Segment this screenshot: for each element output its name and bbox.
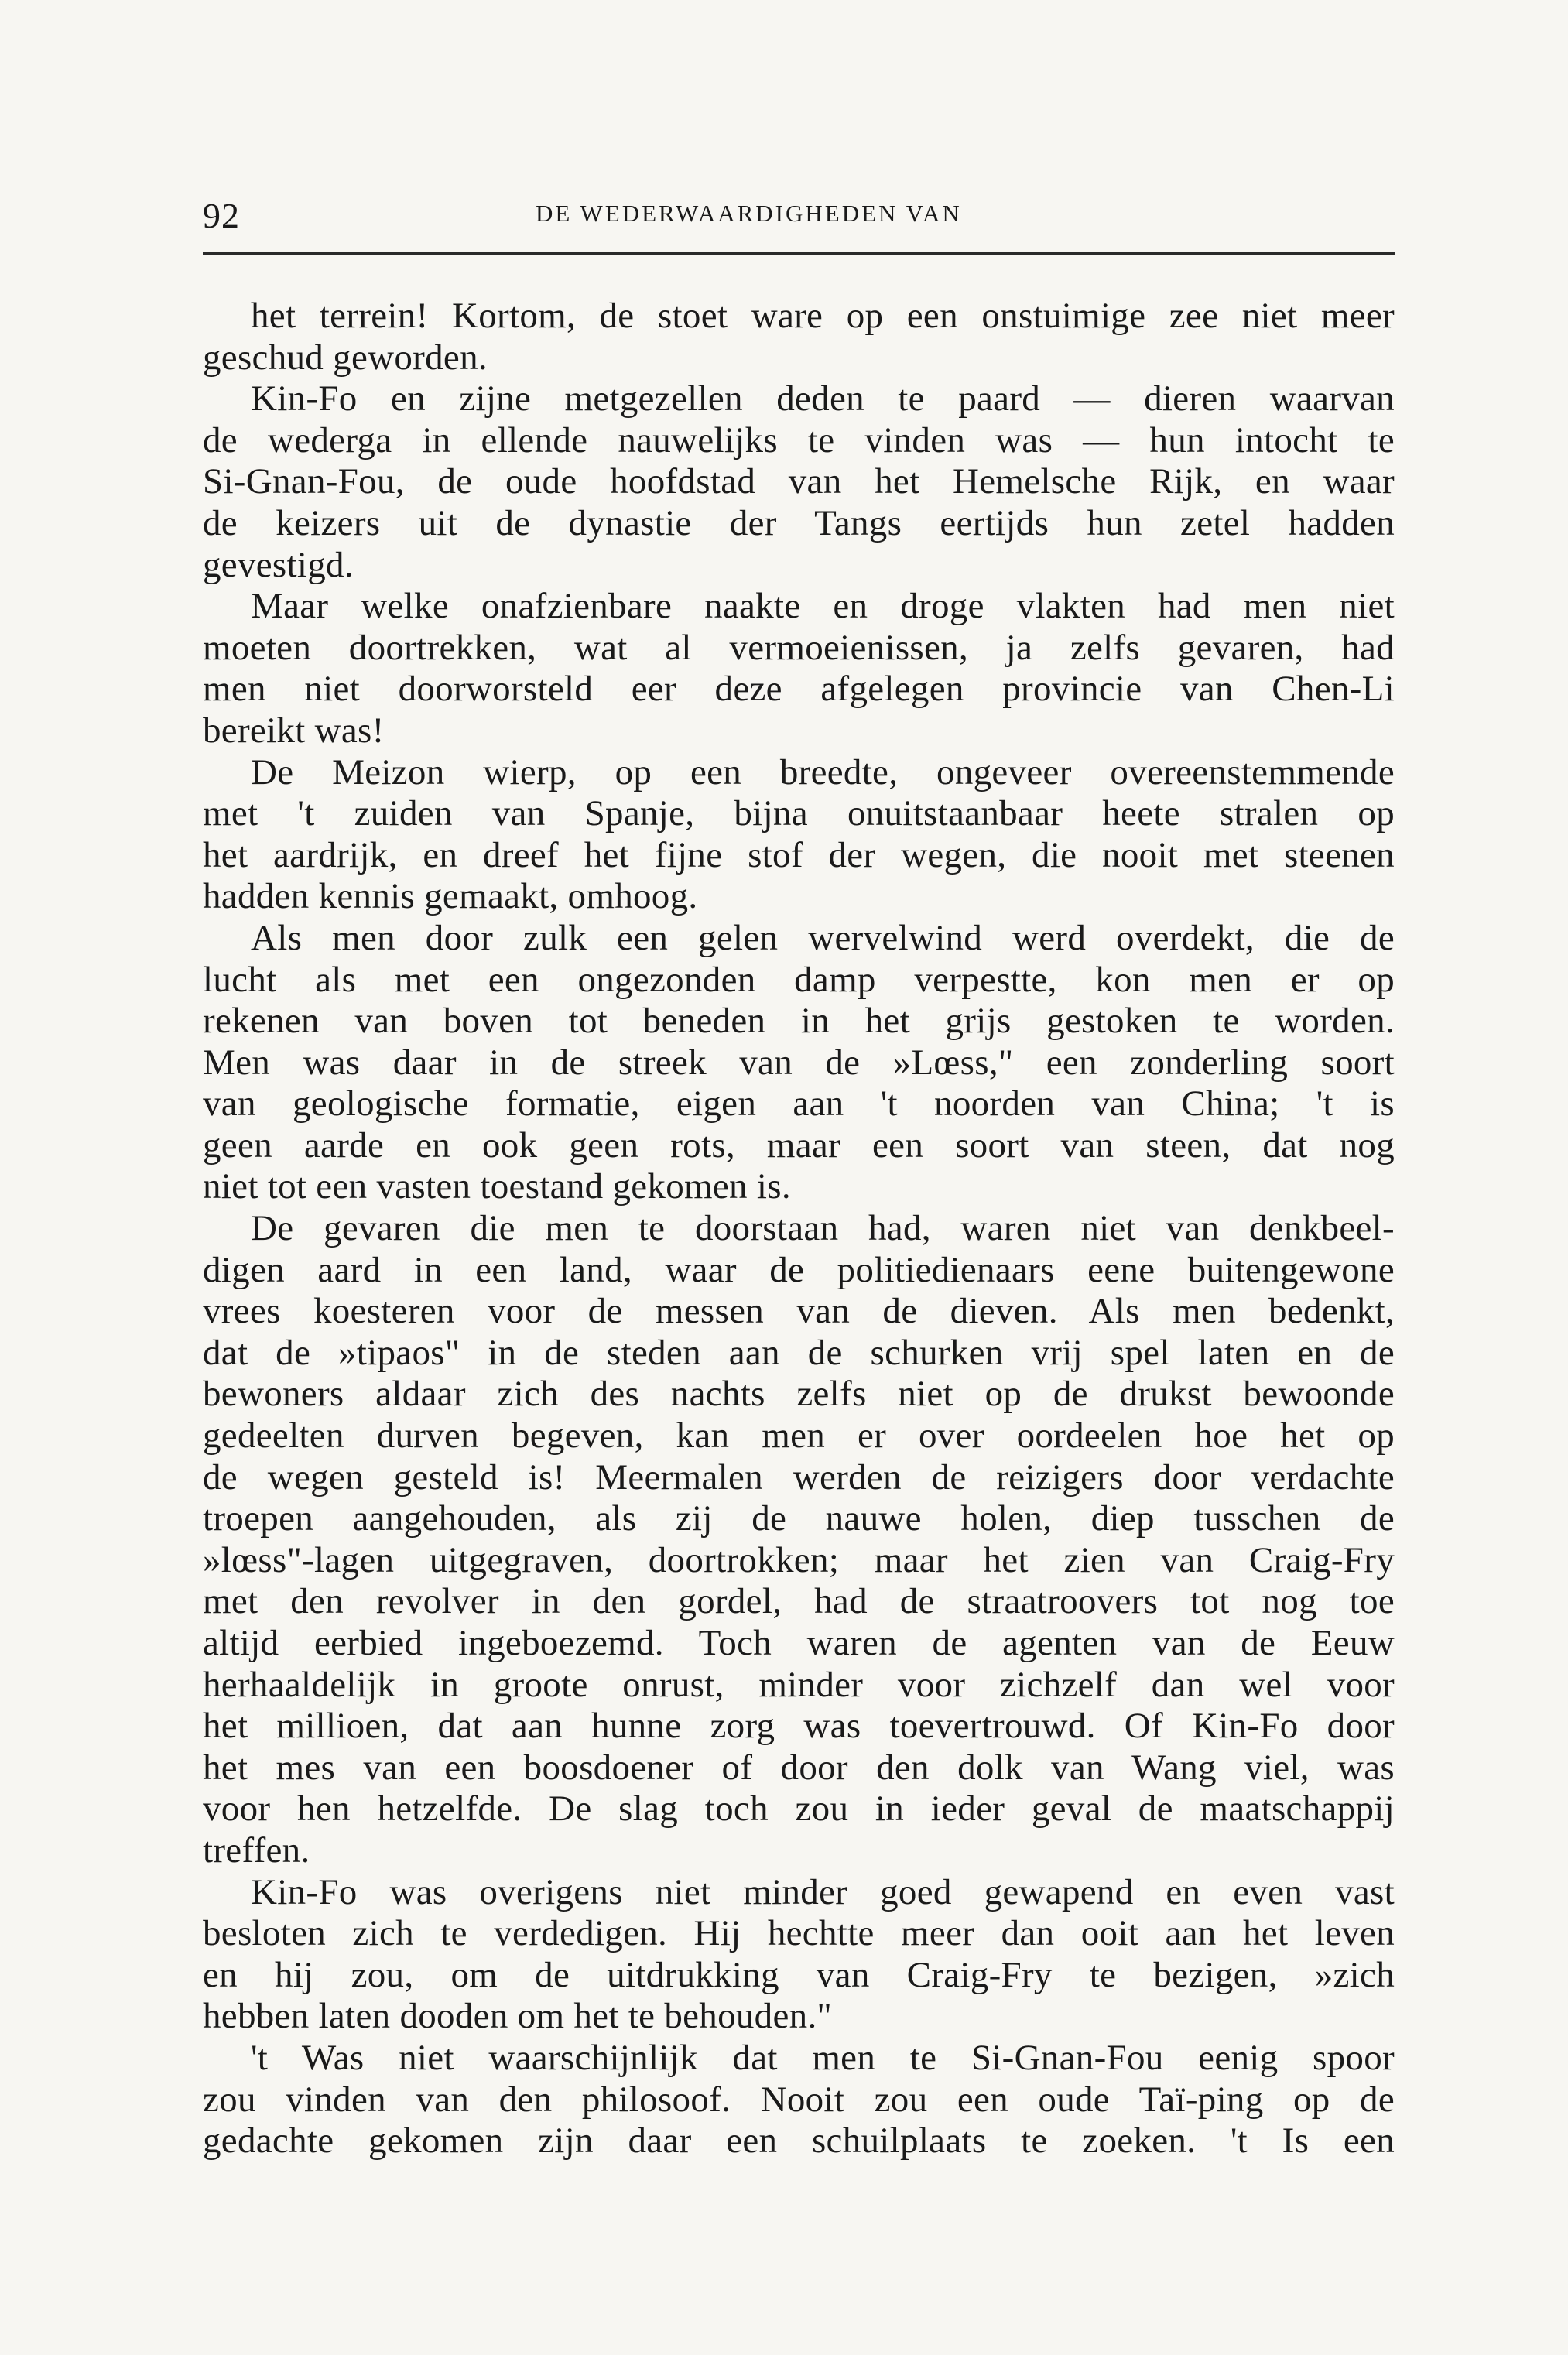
book-page [203,186,1395,2162]
text-line: treffen. [203,1830,310,1871]
text-line: hebben laten dooden om het te behouden." [203,1996,832,2037]
text-line: »lœss"-lagen uitgegraven, doortrokken; maar het zien van Craig-Fry [203,1539,1395,1580]
paragraph [203,586,1395,751]
text-line: de keizers uit de dynastie der Tangs eertijds hun zetel hadden [203,502,1395,543]
text-line: de wegen gesteld is! Meermalen werden de reizigers door verdachte [203,1456,1395,1498]
body-text [203,296,1395,2162]
text-line: het aardrijk, en dreef het fijne stof der wegen, die nooit met steenen [203,834,1395,875]
paragraph [203,2038,1395,2162]
text-line: het terrein! Kortom, de stoet ware op een onstuimige zee niet meer [251,296,1395,336]
text-line: en hij zou, om de uitdrukking van Craig-Fry te bezigen, »zich [203,1954,1395,1995]
page-header [203,186,1395,248]
paragraph [203,296,1395,378]
text-line: gedeelten durven begeven, kan men er over oordeelen hoe het op [203,1415,1395,1456]
text-line: gedachte gekomen zijn daar een schuilplaats te zoeken. 't Is een [203,2121,1395,2162]
text-line: geen aarde en ook geen rots, maar een soort van steen, dat nog [203,1124,1395,1166]
text-line: De Meizon wierp, op een breedte, ongeveer overeenstemmende [251,751,1395,792]
text-line: de wederga in ellende nauwelijks te vinden was — hun intocht te [203,419,1395,460]
paragraph [203,752,1395,918]
text-line: 't Was niet waarschijnlijk dat men te Si-Gnan-Fou eenig spoor [251,2037,1395,2078]
paragraph [203,1872,1395,2038]
text-line: bewoners aldaar zich des nachts zelfs niet op de drukst bewoonde [203,1374,1395,1415]
text-line: niet tot een vasten toestand gekomen is. [203,1166,791,1207]
text-line: geschud geworden. [203,337,488,378]
text-line: hadden kennis gemaakt, omhoog. [203,876,698,917]
text-line: digen aard in een land, waar de politiedienaars eene buitengewone [203,1249,1395,1290]
text-line: Men was daar in de streek van de »Lœss," een zonderling soort [203,1042,1395,1083]
text-line: De gevaren die men te doorstaan had, waren niet van denkbeel- [251,1208,1395,1249]
text-line: van geologische formatie, eigen aan 't noorden van China; 't is [203,1083,1395,1124]
text-line: gevestigd. [203,544,354,585]
text-line: het millioen, dat aan hunne zorg was toevertrouwd. Of Kin-Fo door [203,1706,1395,1747]
text-line: het mes van een boosdoener of door den dolk van Wang viel, was [203,1747,1395,1788]
running-title: DE WEDERWAARDIGHEDEN VAN [536,200,962,227]
text-line: bereikt was! [203,710,385,751]
text-line: altijd eerbied ingeboezemd. Toch waren de agenten van de Eeuw [203,1623,1395,1663]
text-line: moeten doortrekken, wat al vermoeienissen, ja zelfs gevaren, had [203,627,1395,668]
text-line: dat de »tipaos" in de steden aan de schurken vrij spel laten en de [203,1332,1395,1373]
paragraph [203,378,1395,586]
text-line: Kin-Fo en zijne metgezellen deden te paard — dieren waarvan [251,378,1395,419]
text-line: Maar welke onafzienbare naakte en droge vlakten had men niet [251,586,1395,627]
text-line: rekenen van boven tot beneden in het grijs gestoken te worden. [203,1001,1395,1042]
text-line: troepen aangehouden, als zij de nauwe holen, diep tusschen de [203,1498,1395,1539]
text-line: Kin-Fo was overigens niet minder goed gewapend en even vast [251,1871,1395,1912]
text-line: met den revolver in den gordel, had de straatroovers tot nog toe [203,1581,1395,1622]
text-line: herhaaldelijk in groote onrust, minder voor zichzelf dan wel voor [203,1664,1395,1705]
paragraph [203,918,1395,1208]
text-line: men niet doorworsteld eer deze afgelegen provincie van Chen-Li [203,669,1395,710]
text-line: Als men door zulk een gelen wervelwind werd overdekt, die de [251,917,1395,958]
paragraph [203,1208,1395,1872]
header-rule [203,252,1395,255]
text-line: lucht als met een ongezonden damp verpestte, kon men er op [203,959,1395,1000]
text-line: besloten zich te verdedigen. Hij hechtte meer dan ooit aan het leven [203,1913,1395,1954]
text-line: zou vinden van den philosoof. Nooit zou een oude Taï-ping op de [203,2079,1395,2120]
text-line: Si-Gnan-Fou, de oude hoofdstad van het Hemelsche Rijk, en waar [203,461,1395,502]
text-line: voor hen hetzelfde. De slag toch zou in ieder geval de maatschappij [203,1788,1395,1830]
text-line: met 't zuiden van Spanje, bijna onuitstaanbaar heete stralen op [203,793,1395,834]
text-line: vrees koesteren voor de messen van de dieven. Als men bedenkt, [203,1291,1395,1332]
page-number: 92 [203,196,240,235]
